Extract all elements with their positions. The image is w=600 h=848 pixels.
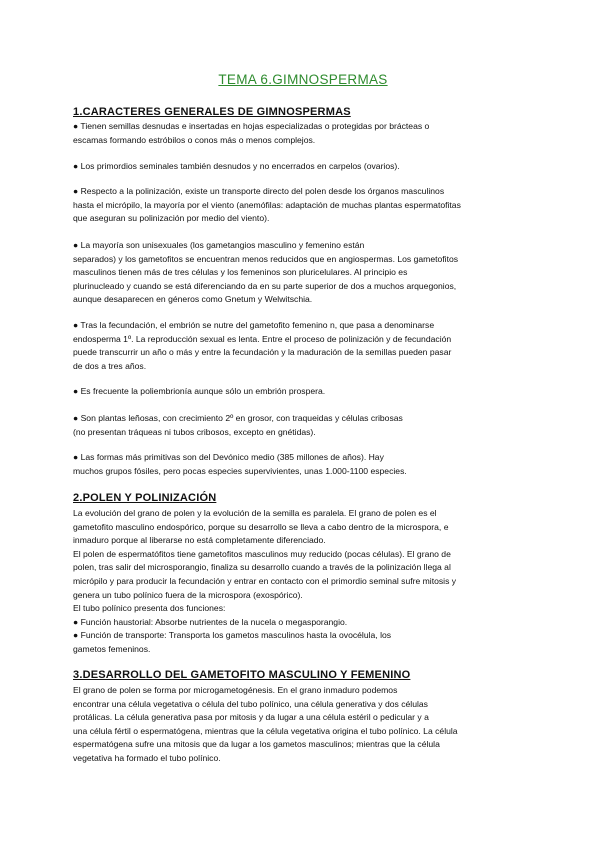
text-line: gametofito masculino endospórico, porque su desarrollo se lleva a cabo dentro de la microspora, e — [73, 521, 449, 532]
text-line: El polen de espermatófitos tiene gametofitos masculinos muy reducido (pocas células). El grano de — [73, 548, 451, 559]
s1-paragraph-6 — [73, 385, 533, 399]
text-line: ● Es frecuente la poliembrionía aunque sólo un embrión prospera. — [73, 386, 326, 396]
text-line: ● Son plantas leñosas, con crecimiento 2º en grosor, con traqueidas y células cribosas — [73, 413, 403, 423]
s2-paragraph-1 — [73, 507, 533, 657]
text-line: vegetativa ha formado el tubo polínico. — [73, 752, 221, 763]
text-line: ● Función haustorial: Absorbe nutrientes de la nucela o megasporangio. — [73, 616, 348, 627]
s1-paragraph-5 — [73, 319, 533, 373]
s1-paragraph-7 — [73, 412, 533, 439]
text-line: aunque desaparecen en géneros como Gnetum y Welwitschia. — [73, 294, 313, 305]
text-line: polen, tras salir del microsporangio, finaliza su desarrollo cuando a través de la polinización llega al — [73, 562, 451, 573]
text-line: puede transcurrir un año o más y entre la fecundación y la maduración de la semillas pueden pasar — [73, 347, 452, 358]
s3-paragraph-1 — [73, 684, 533, 766]
s1-paragraph-4 — [73, 239, 533, 307]
text-line: ● Función de transporte: Transporta los gametos masculinos hasta la ovocélula, los — [73, 630, 392, 641]
section-2-heading: 2.POLEN Y POLINIZACIÓN — [73, 492, 217, 504]
text-line: ● La mayoría son unisexuales (los gametangios masculino y femenino están — [73, 240, 365, 250]
section-3-heading: 3.DESARROLLO DEL GAMETOFITO MASCULINO Y FEMENINO — [73, 669, 411, 681]
text-line: separados) y los gametofitos se encuentran menos reducidos que en angiospermas. Los gametofitos — [73, 253, 459, 264]
text-line: inmaduro porque al liberarse no está completamente diferenciado. — [73, 535, 326, 546]
text-line: muchos grupos fósiles, pero pocas especies supervivientes, unas 1.000-1100 especies. — [73, 465, 407, 476]
text-line: La evolución del grano de polen y la evolución de la semilla es paralela. El grano de polen es el — [73, 508, 437, 518]
text-line: escamas formando estróbilos o conos más o menos complejos. — [73, 134, 316, 145]
text-line: ● Tras la fecundación, el embrión se nutre del gametofito femenino n, que pasa a denominarse — [73, 320, 435, 330]
text-line: ● Las formas más primitivas son del Devónico medio (385 millones de años). Hay — [73, 452, 384, 462]
s1-paragraph-8 — [73, 451, 533, 478]
text-line: espermatógena sufre una mitosis que da lugar a los gametos masculinos; mientras que la célula — [73, 739, 440, 750]
text-line: endosperma 1º. La reproducción sexual es lenta. Entre el proceso de polinización y de fecundación — [73, 333, 452, 344]
text-line: ● Los primordios seminales también desnudos y no encerrados en carpelos (ovarios). — [73, 161, 400, 171]
text-line: masculinos tienen más de tres células y los femeninos son pluricelulares. Al principio es — [73, 267, 408, 278]
text-line: ● Respecto a la polinización, existe un transporte directo del polen desde los órganos masculinos — [73, 186, 445, 196]
text-line: El tubo polínico presenta dos funciones: — [73, 603, 226, 614]
text-line: ● Tienen semillas desnudas e insertadas en hojas especializadas o protegidas por brácteas o — [73, 121, 430, 131]
text-line: de dos a tres años. — [73, 360, 147, 371]
text-line: genera un tubo polínico fuera de la microspora (exospórico). — [73, 589, 303, 600]
text-line: encontrar una célula vegetativa o célula del tubo polínico, una célula generativa y dos células — [73, 698, 428, 709]
text-line: que aseguran su polinización por medio del viento). — [73, 213, 270, 224]
text-line: gametos femeninos. — [73, 643, 151, 654]
text-line: El grano de polen se forma por microgametogénesis. En el grano inmaduro podemos — [73, 685, 398, 695]
text-line: protálicas. La célula generativa pasa por mitosis y da lugar a una célula estéril o pedicular y a — [73, 712, 429, 723]
text-line: hasta el micrópilo, la mayoría por el viento (anemófilas: adaptación de muchas plantas espermatofitas — [73, 199, 461, 210]
section-1-heading: 1.CARACTERES GENERALES DE GIMNOSPERMAS — [73, 106, 351, 118]
text-line: una célula fértil o espermatógena, mientras que la célula vegetativa origina el tubo polínico. La célula — [73, 725, 458, 736]
s1-paragraph-2 — [73, 160, 533, 174]
s1-paragraph-1 — [73, 120, 533, 147]
text-line: plurinucleado y cuando se está diferenciando da en su parte superior de dos a muchos arquegonios, — [73, 280, 457, 291]
s1-paragraph-3 — [73, 185, 533, 226]
text-line: (no presentan tráqueas ni tubos cribosos, excepto en gnétidas). — [73, 426, 316, 437]
document-title: TEMA 6.GIMNOSPERMAS — [218, 72, 388, 87]
text-line: micrópilo y para producir la fecundación y entrar en contacto con el primordio seminal sufre mitosis y — [73, 575, 457, 586]
